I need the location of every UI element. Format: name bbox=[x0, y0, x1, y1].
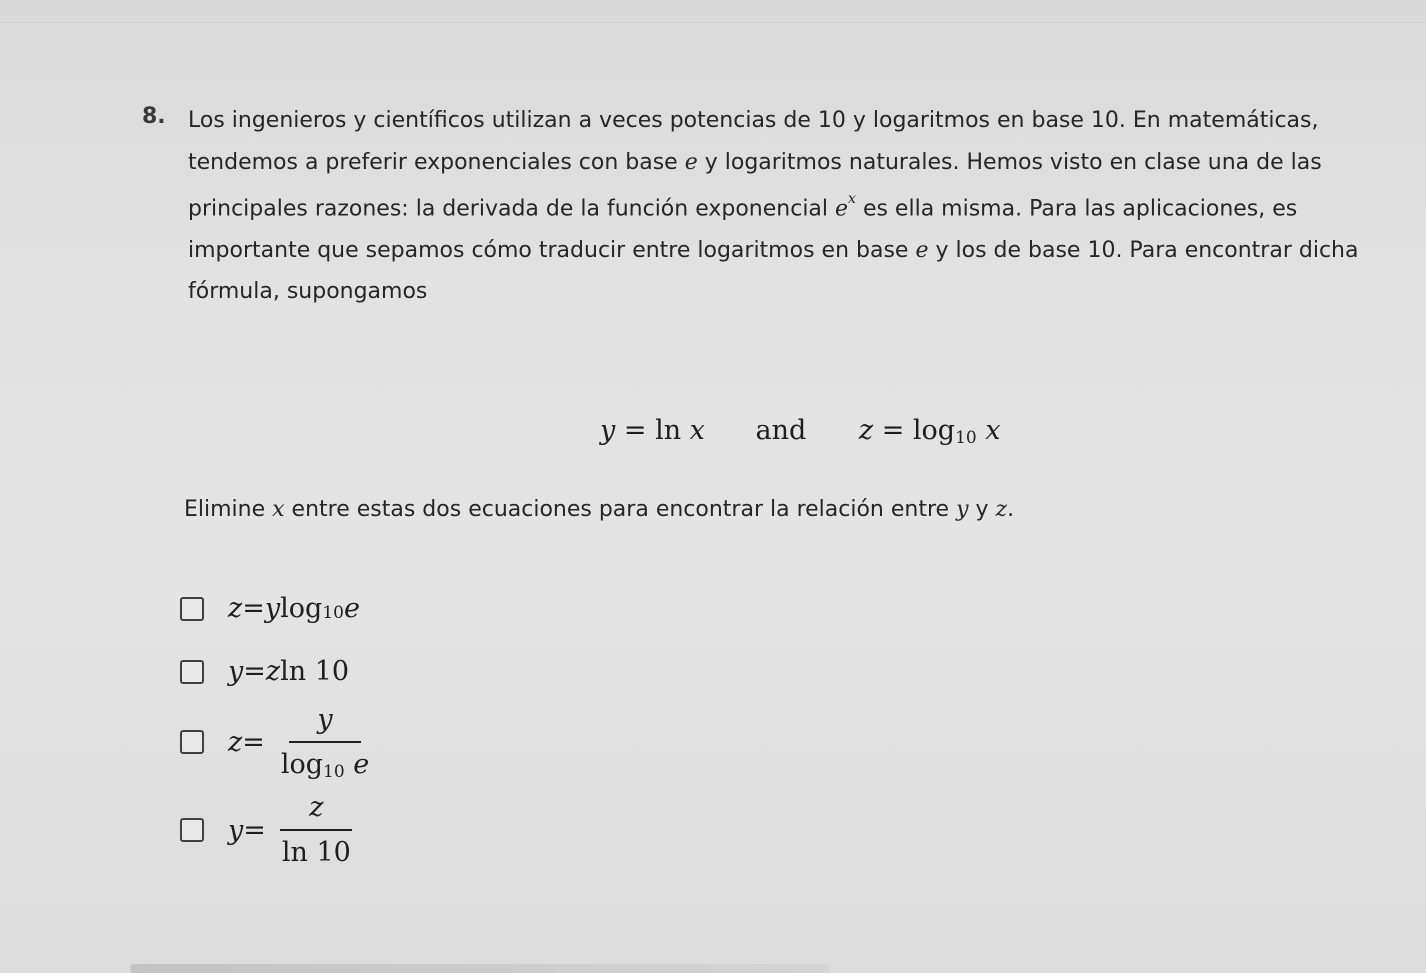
top-divider bbox=[0, 22, 1426, 23]
option-2-label[interactable]: y = z ln 10 bbox=[228, 656, 350, 687]
var-e: e bbox=[915, 237, 929, 263]
option-3-checkbox[interactable] bbox=[180, 730, 204, 754]
option-3-label[interactable]: z = $\frac{y}{\log_{10} e}$ bbox=[228, 704, 375, 780]
question-line-2: tendemos a preferir exponenciales con base e y logaritmos naturales. Hemos visto en clase una de las bbox=[188, 149, 1322, 175]
and-word: and bbox=[755, 415, 807, 446]
instruction-text: Elimine x entre estas dos ecuaciones para encontrar la relación entre y y z. bbox=[184, 497, 1015, 522]
next-question-cutoff bbox=[130, 964, 830, 973]
option-3[interactable] bbox=[180, 704, 375, 780]
option-2[interactable] bbox=[180, 656, 349, 687]
option-3-fraction: $\frac{y}{\log_{10} e}$ bbox=[280, 704, 370, 782]
option-4-checkbox[interactable] bbox=[180, 818, 204, 842]
question-text bbox=[188, 100, 1378, 313]
var-e: e bbox=[684, 149, 698, 175]
question-line-5: fórmula, supongamos bbox=[188, 279, 428, 305]
question-line-3: principales razones: la derivada de la función exponencial $e^x$ es ella misma. Para las aplicaciones, es bbox=[188, 191, 1298, 222]
option-1-label[interactable]: z = y log $_{10}$ e bbox=[228, 593, 360, 624]
option-4-label[interactable]: y = $\frac{z}{\ln 10}$ bbox=[228, 792, 357, 868]
option-1[interactable] bbox=[180, 593, 360, 624]
option-2-checkbox[interactable] bbox=[180, 660, 204, 684]
question-number: 8. bbox=[142, 104, 166, 129]
question-line-4: importante que sepamos cómo traducir entre logaritmos en base e y los de base 10. Para encontrar dicha bbox=[188, 237, 1359, 263]
option-4[interactable] bbox=[180, 792, 357, 868]
option-1-checkbox[interactable] bbox=[180, 597, 204, 621]
var-e: e bbox=[835, 196, 849, 222]
question-line-1: Los ingenieros y científicos utilizan a veces potencias de 10 y logaritmos en base 10. En matemáticas, bbox=[188, 108, 1319, 133]
display-equations: y = ln x and $z = \log_{10} x$ bbox=[600, 415, 1001, 448]
exponent-x: x bbox=[848, 191, 856, 207]
option-4-fraction: $\frac{z}{\ln 10}$ bbox=[281, 792, 351, 868]
